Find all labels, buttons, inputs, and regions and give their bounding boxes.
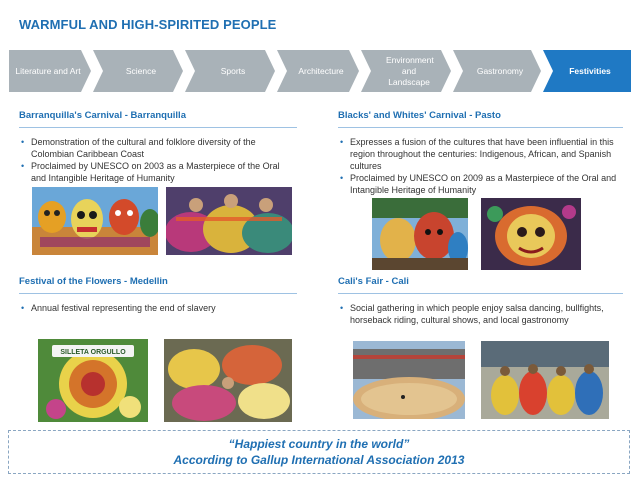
quote-box bbox=[8, 430, 630, 474]
chevron-sports[interactable] bbox=[185, 50, 275, 92]
chevron-label: Sports bbox=[220, 65, 246, 76]
photo-cali-bullring bbox=[353, 341, 465, 419]
section-heading: Blacks' and Whites' Carnival - Pasto bbox=[338, 110, 623, 128]
bullet-item: • Annual festival representing the end of slavery bbox=[19, 302, 297, 314]
bullet-item: • Proclaimed by UNESCO on 2003 as a Masterpiece of the Oral and Intangible Heritage of Humanity bbox=[19, 160, 297, 184]
photo-cali-dancers bbox=[481, 341, 609, 419]
section-cali bbox=[338, 276, 623, 326]
photo-pasto-mask bbox=[481, 198, 581, 270]
bullet-list bbox=[338, 136, 623, 196]
chevron-label: Science bbox=[125, 65, 157, 76]
photo-pasto-float bbox=[372, 198, 468, 270]
chevron-label: Festivities bbox=[569, 65, 611, 76]
photo-barranquilla-dancers bbox=[166, 187, 292, 255]
photo-medellin-parade bbox=[164, 339, 292, 422]
photo-barranquilla-masks bbox=[32, 187, 158, 255]
section-medellin bbox=[19, 276, 297, 314]
photo-banner-text: SILLETA ORGULLO bbox=[60, 349, 126, 356]
chevron-architecture[interactable] bbox=[277, 50, 359, 92]
bullet-list bbox=[338, 302, 623, 326]
bullet-item: • Expresses a fusion of the cultures that have been influential in this region throughout the centuries: Indigenous, African, and Spanish cultures bbox=[338, 136, 623, 172]
bullet-item: • Social gathering in which people enjoy salsa dancing, bullfights, horseback riding, cultural shows, and local gastronomy bbox=[338, 302, 623, 326]
quote-line-2: According to Gallup International Association 2013 bbox=[173, 453, 465, 467]
section-heading: Festival of the Flowers - Medellin bbox=[19, 276, 297, 294]
photo-medellin-silleta bbox=[38, 339, 148, 422]
category-chevron-nav bbox=[9, 50, 631, 92]
chevron-literature-and-art[interactable] bbox=[9, 50, 91, 92]
chevron-festivities[interactable] bbox=[543, 50, 631, 92]
chevron-label: Gastronomy bbox=[476, 65, 524, 76]
page-title: WARMFUL AND HIGH-SPIRITED PEOPLE bbox=[19, 17, 277, 32]
bullet-item: • Proclaimed by UNESCO on 2009 as a Masterpiece of the Oral and Intangible Heritage of Humanity bbox=[338, 172, 623, 196]
section-heading: Barranquilla's Carnival - Barranquilla bbox=[19, 110, 297, 128]
chevron-label: Architecture bbox=[298, 65, 344, 76]
quote-line-1: “Happiest country in the world” bbox=[228, 437, 410, 451]
chevron-label: Literature and Art bbox=[15, 65, 81, 76]
section-barranquilla bbox=[19, 110, 297, 184]
section-pasto bbox=[338, 110, 623, 196]
bullet-list bbox=[19, 136, 297, 184]
chevron-science[interactable] bbox=[93, 50, 183, 92]
bullet-list bbox=[19, 302, 297, 314]
chevron-gastronomy[interactable] bbox=[453, 50, 541, 92]
chevron-environment-and-landscape[interactable] bbox=[361, 50, 451, 92]
section-heading: Cali's Fair - Cali bbox=[338, 276, 623, 294]
bullet-item: • Demonstration of the cultural and folklore diversity of the Colombian Caribbean Coast bbox=[19, 136, 297, 160]
chevron-label: Environment and Landscape bbox=[386, 54, 434, 87]
